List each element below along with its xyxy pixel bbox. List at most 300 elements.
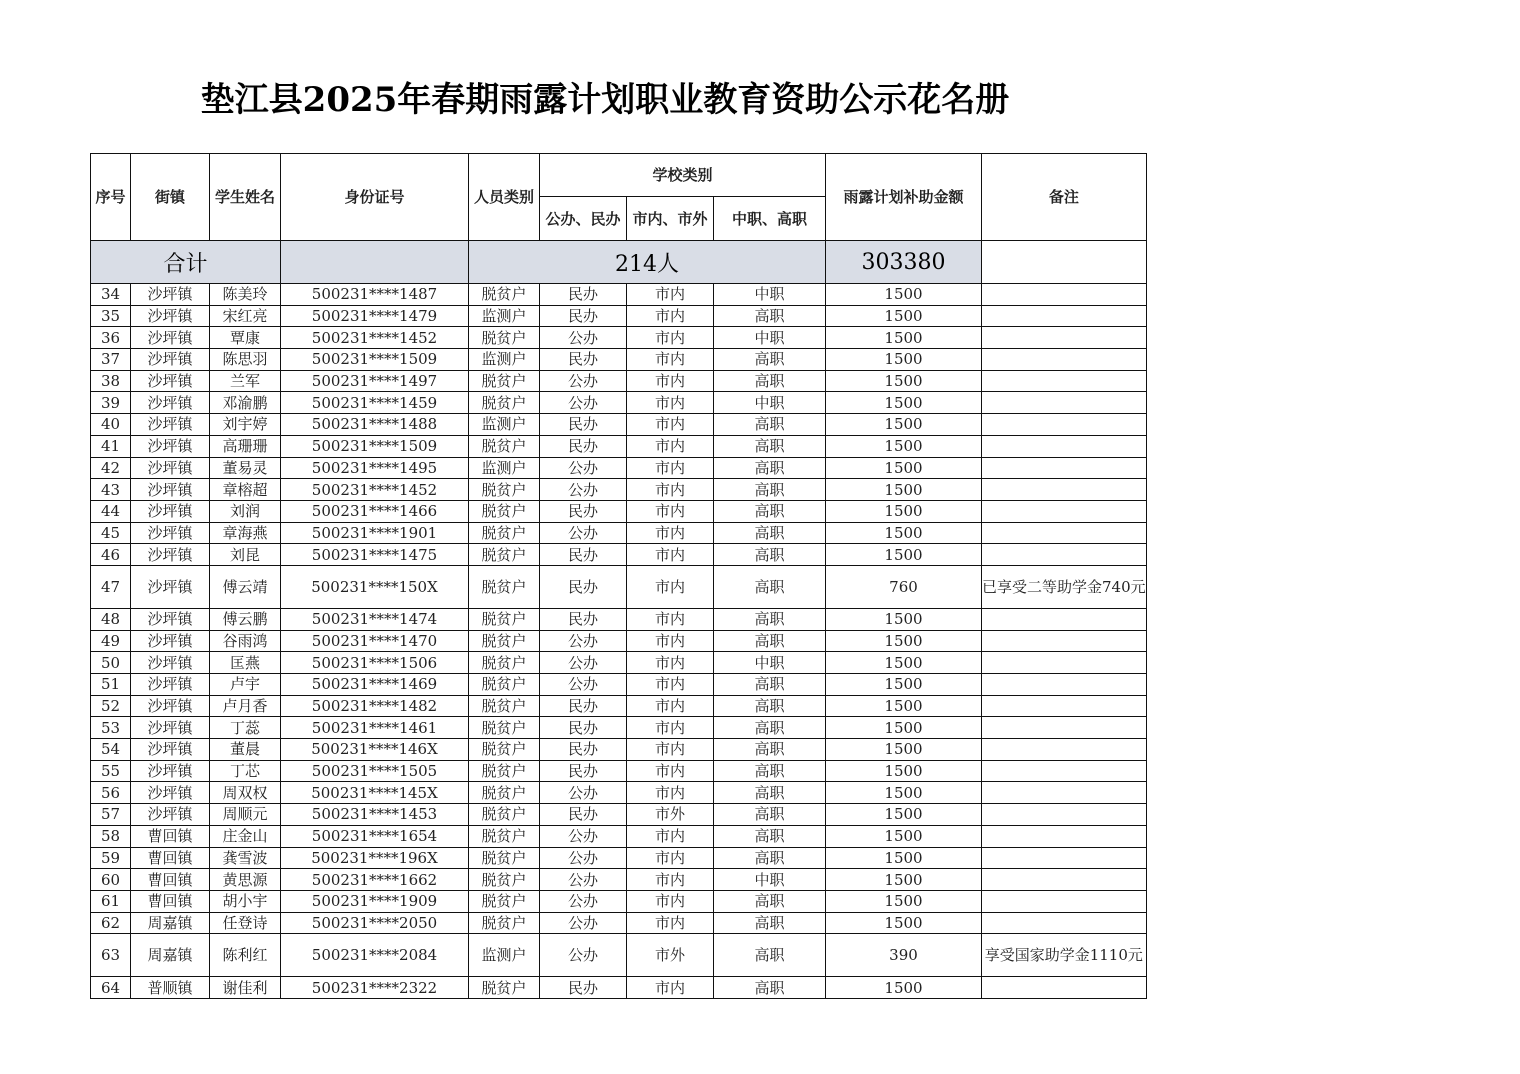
cell-id: 500231****1909 xyxy=(281,890,469,912)
cell-seq: 41 xyxy=(91,435,131,457)
cell-ownership: 公办 xyxy=(540,327,627,349)
cell-name: 刘昆 xyxy=(210,544,281,566)
cell-town: 曹回镇 xyxy=(131,825,210,847)
cell-name: 黄思源 xyxy=(210,869,281,891)
cell-amount: 1500 xyxy=(826,392,982,414)
cell-remark xyxy=(982,305,1147,327)
cell-town: 沙坪镇 xyxy=(131,804,210,826)
cell-type: 脱贫户 xyxy=(469,327,540,349)
cell-remark xyxy=(982,782,1147,804)
cell-seq: 43 xyxy=(91,479,131,501)
cell-level: 高职 xyxy=(714,349,826,371)
cell-ownership: 民办 xyxy=(540,414,627,436)
total-remark xyxy=(982,241,1147,284)
cell-level: 高职 xyxy=(714,630,826,652)
cell-town: 周嘉镇 xyxy=(131,934,210,977)
cell-ownership: 公办 xyxy=(540,782,627,804)
header-seq: 序号 xyxy=(91,154,131,241)
cell-remark xyxy=(982,977,1147,999)
cell-location: 市内 xyxy=(627,825,714,847)
cell-name: 傅云靖 xyxy=(210,565,281,608)
cell-name: 谷雨鸿 xyxy=(210,630,281,652)
cell-type: 脱贫户 xyxy=(469,674,540,696)
cell-amount: 390 xyxy=(826,934,982,977)
cell-seq: 37 xyxy=(91,349,131,371)
cell-type: 脱贫户 xyxy=(469,847,540,869)
cell-town: 沙坪镇 xyxy=(131,522,210,544)
cell-amount: 1500 xyxy=(826,695,982,717)
cell-name: 任登诗 xyxy=(210,912,281,934)
cell-type: 监测户 xyxy=(469,349,540,371)
cell-amount: 1500 xyxy=(826,717,982,739)
cell-seq: 57 xyxy=(91,804,131,826)
cell-town: 沙坪镇 xyxy=(131,284,210,306)
cell-seq: 64 xyxy=(91,977,131,999)
cell-name: 谢佳利 xyxy=(210,977,281,999)
cell-town: 曹回镇 xyxy=(131,869,210,891)
cell-level: 高职 xyxy=(714,977,826,999)
header-remark: 备注 xyxy=(982,154,1147,241)
cell-town: 沙坪镇 xyxy=(131,327,210,349)
cell-remark xyxy=(982,414,1147,436)
cell-remark xyxy=(982,500,1147,522)
cell-town: 沙坪镇 xyxy=(131,674,210,696)
cell-name: 陈思羽 xyxy=(210,349,281,371)
cell-town: 沙坪镇 xyxy=(131,479,210,501)
cell-id: 500231****2050 xyxy=(281,912,469,934)
cell-level: 高职 xyxy=(714,435,826,457)
table-row xyxy=(91,825,1147,847)
cell-level: 高职 xyxy=(714,457,826,479)
cell-town: 沙坪镇 xyxy=(131,305,210,327)
table-row xyxy=(91,565,1147,608)
cell-id: 500231****150X xyxy=(281,565,469,608)
cell-remark xyxy=(982,695,1147,717)
cell-amount: 1500 xyxy=(826,630,982,652)
cell-location: 市内 xyxy=(627,305,714,327)
cell-name: 刘宇婷 xyxy=(210,414,281,436)
table-row xyxy=(91,977,1147,999)
cell-id: 500231****1459 xyxy=(281,392,469,414)
cell-amount: 1500 xyxy=(826,739,982,761)
cell-name: 董晨 xyxy=(210,739,281,761)
cell-name: 庄金山 xyxy=(210,825,281,847)
table-row xyxy=(91,327,1147,349)
cell-ownership: 公办 xyxy=(540,825,627,847)
cell-id: 500231****146X xyxy=(281,739,469,761)
cell-level: 中职 xyxy=(714,284,826,306)
table-row xyxy=(91,479,1147,501)
cell-type: 脱贫户 xyxy=(469,565,540,608)
cell-type: 脱贫户 xyxy=(469,717,540,739)
cell-remark xyxy=(982,630,1147,652)
cell-ownership: 公办 xyxy=(540,630,627,652)
cell-location: 市内 xyxy=(627,414,714,436)
cell-id: 500231****1505 xyxy=(281,760,469,782)
cell-name: 胡小宇 xyxy=(210,890,281,912)
cell-amount: 1500 xyxy=(826,522,982,544)
cell-type: 脱贫户 xyxy=(469,782,540,804)
cell-seq: 36 xyxy=(91,327,131,349)
cell-amount: 1500 xyxy=(826,912,982,934)
cell-name: 卢月香 xyxy=(210,695,281,717)
cell-level: 高职 xyxy=(714,760,826,782)
cell-seq: 44 xyxy=(91,500,131,522)
cell-name: 匡燕 xyxy=(210,652,281,674)
table-row xyxy=(91,414,1147,436)
cell-ownership: 公办 xyxy=(540,522,627,544)
cell-type: 脱贫户 xyxy=(469,500,540,522)
cell-location: 市内 xyxy=(627,869,714,891)
cell-level: 高职 xyxy=(714,934,826,977)
cell-amount: 1500 xyxy=(826,977,982,999)
cell-town: 周嘉镇 xyxy=(131,912,210,934)
cell-seq: 48 xyxy=(91,608,131,630)
cell-ownership: 民办 xyxy=(540,565,627,608)
cell-level: 高职 xyxy=(714,544,826,566)
cell-type: 脱贫户 xyxy=(469,760,540,782)
cell-remark xyxy=(982,825,1147,847)
cell-level: 高职 xyxy=(714,825,826,847)
cell-amount: 1500 xyxy=(826,760,982,782)
cell-amount: 1500 xyxy=(826,544,982,566)
cell-type: 脱贫户 xyxy=(469,544,540,566)
cell-amount: 1500 xyxy=(826,305,982,327)
cell-seq: 60 xyxy=(91,869,131,891)
cell-remark xyxy=(982,739,1147,761)
cell-location: 市内 xyxy=(627,674,714,696)
cell-id: 500231****1488 xyxy=(281,414,469,436)
cell-remark xyxy=(982,522,1147,544)
cell-town: 沙坪镇 xyxy=(131,392,210,414)
cell-id: 500231****1452 xyxy=(281,479,469,501)
table-row xyxy=(91,349,1147,371)
table-row xyxy=(91,847,1147,869)
table-row xyxy=(91,392,1147,414)
cell-location: 市内 xyxy=(627,284,714,306)
cell-remark xyxy=(982,890,1147,912)
cell-seq: 63 xyxy=(91,934,131,977)
cell-seq: 38 xyxy=(91,370,131,392)
cell-name: 丁蕊 xyxy=(210,717,281,739)
cell-amount: 1500 xyxy=(826,890,982,912)
cell-ownership: 民办 xyxy=(540,695,627,717)
table-row xyxy=(91,370,1147,392)
cell-location: 市内 xyxy=(627,327,714,349)
cell-name: 卢宇 xyxy=(210,674,281,696)
cell-town: 沙坪镇 xyxy=(131,370,210,392)
cell-location: 市内 xyxy=(627,565,714,608)
cell-id: 500231****1452 xyxy=(281,327,469,349)
cell-id: 500231****1506 xyxy=(281,652,469,674)
cell-type: 脱贫户 xyxy=(469,869,540,891)
cell-name: 宋红亮 xyxy=(210,305,281,327)
cell-location: 市内 xyxy=(627,847,714,869)
total-amount: 303380 xyxy=(826,241,982,284)
cell-location: 市内 xyxy=(627,652,714,674)
cell-id: 500231****1509 xyxy=(281,349,469,371)
cell-ownership: 民办 xyxy=(540,739,627,761)
cell-seq: 52 xyxy=(91,695,131,717)
cell-name: 刘润 xyxy=(210,500,281,522)
cell-id: 500231****1495 xyxy=(281,457,469,479)
cell-ownership: 公办 xyxy=(540,869,627,891)
table-row xyxy=(91,782,1147,804)
cell-id: 500231****1469 xyxy=(281,674,469,696)
cell-seq: 61 xyxy=(91,890,131,912)
cell-town: 沙坪镇 xyxy=(131,457,210,479)
cell-name: 周顺元 xyxy=(210,804,281,826)
cell-level: 高职 xyxy=(714,739,826,761)
total-row xyxy=(91,241,1147,284)
cell-remark xyxy=(982,804,1147,826)
cell-amount: 1500 xyxy=(826,457,982,479)
cell-town: 曹回镇 xyxy=(131,847,210,869)
table-row xyxy=(91,457,1147,479)
cell-id: 500231****145X xyxy=(281,782,469,804)
cell-level: 高职 xyxy=(714,414,826,436)
cell-type: 脱贫户 xyxy=(469,890,540,912)
cell-seq: 42 xyxy=(91,457,131,479)
cell-id: 500231****1470 xyxy=(281,630,469,652)
cell-type: 脱贫户 xyxy=(469,825,540,847)
cell-ownership: 公办 xyxy=(540,652,627,674)
cell-remark xyxy=(982,479,1147,501)
cell-location: 市内 xyxy=(627,522,714,544)
cell-location: 市内 xyxy=(627,739,714,761)
cell-seq: 53 xyxy=(91,717,131,739)
cell-level: 高职 xyxy=(714,608,826,630)
table-row xyxy=(91,305,1147,327)
total-spacer xyxy=(281,241,469,284)
cell-amount: 1500 xyxy=(826,500,982,522)
cell-ownership: 公办 xyxy=(540,912,627,934)
table-row xyxy=(91,804,1147,826)
cell-type: 脱贫户 xyxy=(469,630,540,652)
cell-ownership: 民办 xyxy=(540,349,627,371)
cell-ownership: 民办 xyxy=(540,717,627,739)
cell-amount: 1500 xyxy=(826,847,982,869)
cell-location: 市内 xyxy=(627,370,714,392)
table-row xyxy=(91,435,1147,457)
header-school-level: 中职、高职 xyxy=(714,197,826,241)
cell-amount: 1500 xyxy=(826,804,982,826)
header-town: 街镇 xyxy=(131,154,210,241)
table-row xyxy=(91,652,1147,674)
cell-name: 高珊珊 xyxy=(210,435,281,457)
cell-type: 脱贫户 xyxy=(469,435,540,457)
cell-town: 沙坪镇 xyxy=(131,739,210,761)
cell-level: 高职 xyxy=(714,695,826,717)
cell-location: 市内 xyxy=(627,479,714,501)
table-row xyxy=(91,674,1147,696)
cell-location: 市外 xyxy=(627,934,714,977)
cell-id: 500231****1475 xyxy=(281,544,469,566)
table-row xyxy=(91,544,1147,566)
cell-level: 高职 xyxy=(714,847,826,869)
cell-type: 脱贫户 xyxy=(469,392,540,414)
cell-town: 沙坪镇 xyxy=(131,500,210,522)
roster-table xyxy=(90,153,1147,999)
cell-type: 脱贫户 xyxy=(469,652,540,674)
cell-town: 沙坪镇 xyxy=(131,782,210,804)
cell-seq: 47 xyxy=(91,565,131,608)
table-row xyxy=(91,284,1147,306)
cell-level: 高职 xyxy=(714,370,826,392)
cell-name: 陈利红 xyxy=(210,934,281,977)
cell-id: 500231****1466 xyxy=(281,500,469,522)
cell-ownership: 民办 xyxy=(540,608,627,630)
total-label: 合计 xyxy=(91,241,281,284)
cell-seq: 56 xyxy=(91,782,131,804)
cell-seq: 45 xyxy=(91,522,131,544)
cell-type: 监测户 xyxy=(469,414,540,436)
cell-remark xyxy=(982,349,1147,371)
cell-location: 市内 xyxy=(627,717,714,739)
page-title: 垫江县2025年春期雨露计划职业教育资助公示花名册 xyxy=(200,80,1010,120)
cell-location: 市内 xyxy=(627,349,714,371)
cell-remark: 享受国家助学金1110元 xyxy=(982,934,1147,977)
cell-name: 龚雪波 xyxy=(210,847,281,869)
cell-level: 高职 xyxy=(714,674,826,696)
cell-level: 高职 xyxy=(714,890,826,912)
cell-level: 高职 xyxy=(714,500,826,522)
cell-town: 普顺镇 xyxy=(131,977,210,999)
cell-id: 500231****1474 xyxy=(281,608,469,630)
cell-amount: 1500 xyxy=(826,479,982,501)
cell-type: 脱贫户 xyxy=(469,739,540,761)
cell-name: 丁芯 xyxy=(210,760,281,782)
cell-ownership: 民办 xyxy=(540,977,627,999)
cell-type: 脱贫户 xyxy=(469,608,540,630)
cell-amount: 1500 xyxy=(826,435,982,457)
table-row xyxy=(91,630,1147,652)
cell-location: 市内 xyxy=(627,760,714,782)
cell-name: 董易灵 xyxy=(210,457,281,479)
cell-level: 高职 xyxy=(714,782,826,804)
cell-name: 章榕超 xyxy=(210,479,281,501)
cell-id: 500231****1482 xyxy=(281,695,469,717)
cell-id: 500231****1461 xyxy=(281,717,469,739)
cell-id: 500231****1901 xyxy=(281,522,469,544)
table-row xyxy=(91,890,1147,912)
cell-type: 脱贫户 xyxy=(469,912,540,934)
cell-level: 高职 xyxy=(714,804,826,826)
cell-location: 市内 xyxy=(627,608,714,630)
cell-town: 沙坪镇 xyxy=(131,544,210,566)
cell-amount: 1500 xyxy=(826,414,982,436)
cell-amount: 1500 xyxy=(826,349,982,371)
cell-town: 沙坪镇 xyxy=(131,349,210,371)
table-row xyxy=(91,500,1147,522)
cell-ownership: 民办 xyxy=(540,435,627,457)
cell-seq: 50 xyxy=(91,652,131,674)
cell-town: 沙坪镇 xyxy=(131,630,210,652)
cell-location: 市内 xyxy=(627,782,714,804)
cell-location: 市内 xyxy=(627,457,714,479)
cell-type: 脱贫户 xyxy=(469,479,540,501)
table-row xyxy=(91,934,1147,977)
cell-id: 500231****2322 xyxy=(281,977,469,999)
cell-ownership: 公办 xyxy=(540,392,627,414)
cell-type: 脱贫户 xyxy=(469,695,540,717)
cell-ownership: 民办 xyxy=(540,804,627,826)
cell-id: 500231****1487 xyxy=(281,284,469,306)
cell-id: 500231****196X xyxy=(281,847,469,869)
cell-location: 市内 xyxy=(627,500,714,522)
cell-location: 市内 xyxy=(627,912,714,934)
cell-amount: 1500 xyxy=(826,652,982,674)
cell-ownership: 公办 xyxy=(540,847,627,869)
cell-location: 市内 xyxy=(627,544,714,566)
cell-remark xyxy=(982,327,1147,349)
cell-seq: 34 xyxy=(91,284,131,306)
cell-remark xyxy=(982,869,1147,891)
cell-location: 市外 xyxy=(627,804,714,826)
table-row xyxy=(91,869,1147,891)
cell-ownership: 民办 xyxy=(540,284,627,306)
cell-remark xyxy=(982,717,1147,739)
table-row xyxy=(91,912,1147,934)
cell-remark xyxy=(982,847,1147,869)
cell-seq: 39 xyxy=(91,392,131,414)
header-school-ownership: 公办、民办 xyxy=(540,197,627,241)
cell-remark xyxy=(982,435,1147,457)
cell-amount: 1500 xyxy=(826,674,982,696)
table-row xyxy=(91,717,1147,739)
header-type: 人员类别 xyxy=(469,154,540,241)
cell-town: 沙坪镇 xyxy=(131,565,210,608)
cell-location: 市内 xyxy=(627,435,714,457)
table-row xyxy=(91,760,1147,782)
cell-remark: 已享受二等助学金740元 xyxy=(982,565,1147,608)
cell-ownership: 公办 xyxy=(540,370,627,392)
cell-level: 高职 xyxy=(714,565,826,608)
cell-remark xyxy=(982,544,1147,566)
cell-id: 500231****1479 xyxy=(281,305,469,327)
cell-town: 沙坪镇 xyxy=(131,414,210,436)
cell-amount: 1500 xyxy=(826,284,982,306)
cell-type: 脱贫户 xyxy=(469,804,540,826)
cell-seq: 40 xyxy=(91,414,131,436)
cell-amount: 1500 xyxy=(826,608,982,630)
cell-id: 500231****1453 xyxy=(281,804,469,826)
cell-ownership: 公办 xyxy=(540,457,627,479)
cell-ownership: 民办 xyxy=(540,305,627,327)
cell-town: 沙坪镇 xyxy=(131,652,210,674)
cell-amount: 1500 xyxy=(826,782,982,804)
cell-remark xyxy=(982,674,1147,696)
cell-name: 傅云鹏 xyxy=(210,608,281,630)
cell-level: 高职 xyxy=(714,717,826,739)
table-row xyxy=(91,739,1147,761)
total-count: 214人 xyxy=(469,241,826,284)
cell-location: 市内 xyxy=(627,630,714,652)
cell-town: 沙坪镇 xyxy=(131,608,210,630)
cell-seq: 35 xyxy=(91,305,131,327)
cell-location: 市内 xyxy=(627,890,714,912)
cell-ownership: 公办 xyxy=(540,479,627,501)
cell-level: 中职 xyxy=(714,392,826,414)
cell-level: 高职 xyxy=(714,305,826,327)
cell-location: 市内 xyxy=(627,977,714,999)
cell-name: 章海燕 xyxy=(210,522,281,544)
cell-amount: 1500 xyxy=(826,327,982,349)
cell-amount: 1500 xyxy=(826,370,982,392)
cell-seq: 49 xyxy=(91,630,131,652)
cell-level: 高职 xyxy=(714,522,826,544)
cell-ownership: 民办 xyxy=(540,500,627,522)
